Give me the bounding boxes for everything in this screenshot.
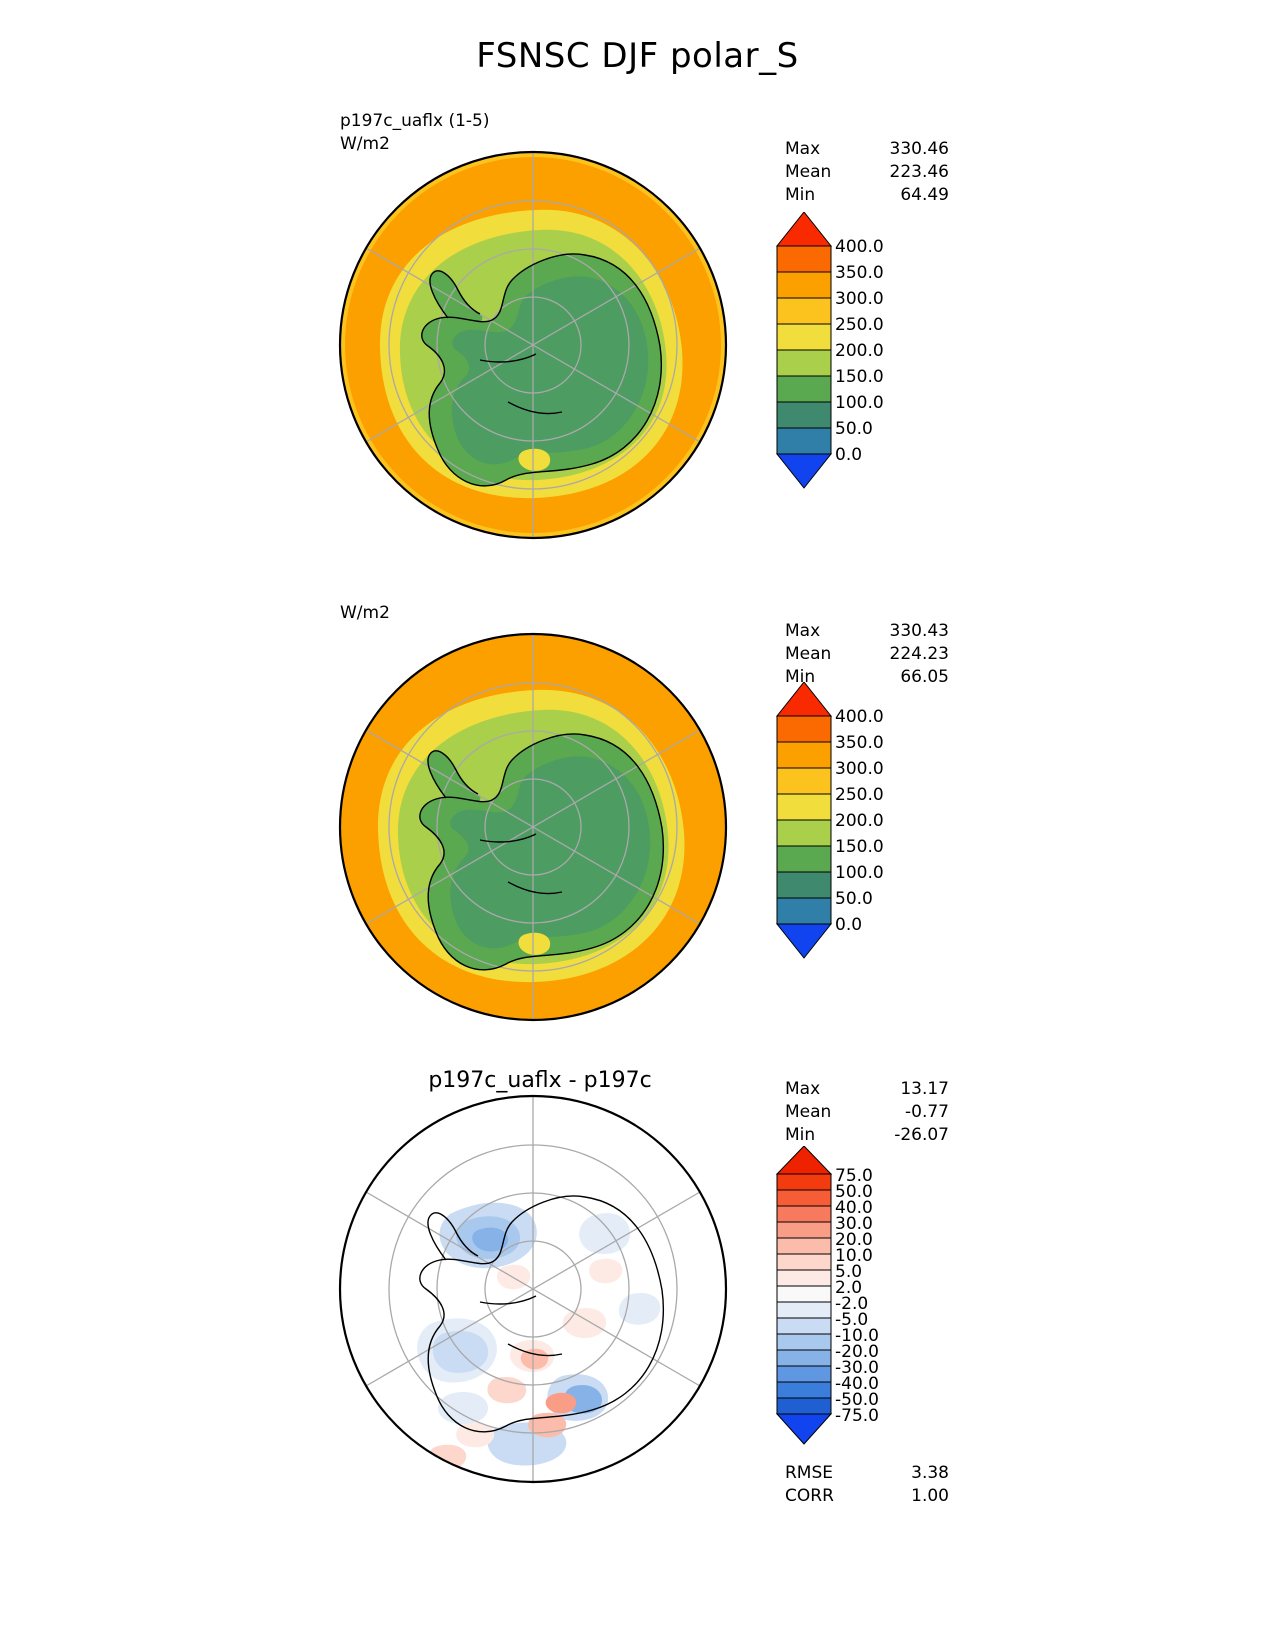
polar-map-middle: [330, 632, 750, 1032]
colorbar-top: [775, 212, 995, 490]
stat-key: Min: [785, 1125, 816, 1145]
colorbar-label: 300.0: [835, 289, 884, 309]
colorbar-label: 50.0: [835, 419, 873, 439]
panel-middle-label-line1: W/m2: [340, 603, 390, 623]
panel-diff-stats: [785, 1078, 949, 1147]
stat-row: [785, 643, 949, 666]
colorbar-label: 250.0: [835, 785, 884, 805]
colorbar-label: 300.0: [835, 759, 884, 779]
panel-diff-footer-stats: [785, 1462, 949, 1508]
colorbar-label: 100.0: [835, 863, 884, 883]
colorbar-label: 0.0: [835, 915, 863, 935]
stat-key: Mean: [785, 644, 832, 664]
colorbar-label: 20.0: [835, 1230, 873, 1250]
colorbar-label: -10.0: [835, 1326, 879, 1346]
stat-row: [785, 1078, 949, 1101]
stat-value: 224.23: [889, 644, 949, 664]
colorbar-middle: [775, 682, 995, 960]
colorbar-label: -2.0: [835, 1294, 869, 1314]
stat-key: CORR: [785, 1486, 834, 1506]
stat-value: 223.46: [889, 162, 949, 182]
stat-key: Min: [785, 185, 816, 205]
colorbar-label: -5.0: [835, 1310, 869, 1330]
stat-row: [785, 1462, 949, 1485]
polar-map-diff: [330, 1094, 750, 1494]
colorbar-label: -50.0: [835, 1390, 879, 1410]
stat-row: [785, 184, 949, 207]
stat-row: [785, 1101, 949, 1124]
stat-row: [785, 1124, 949, 1147]
colorbar-label: 400.0: [835, 237, 884, 257]
stat-value: 13.17: [900, 1079, 949, 1099]
colorbar-diff: [775, 1146, 995, 1446]
stat-key: Mean: [785, 162, 832, 182]
colorbar-label: 150.0: [835, 837, 884, 857]
panel-middle: [0, 560, 1275, 1050]
stat-key: Max: [785, 621, 821, 641]
stat-row: [785, 1485, 949, 1508]
colorbar-label: 2.0: [835, 1278, 863, 1298]
panel-diff: [0, 1050, 1275, 1650]
panel-top-label-line2: W/m2: [340, 134, 390, 154]
colorbar-label: 350.0: [835, 733, 884, 753]
stat-key: RMSE: [785, 1463, 834, 1483]
stat-row: [785, 620, 949, 643]
stat-row: [785, 161, 949, 184]
stat-key: Max: [785, 139, 821, 159]
stat-value: 330.43: [889, 621, 949, 641]
colorbar-label: 30.0: [835, 1214, 873, 1234]
stat-value: 64.49: [900, 185, 949, 205]
stat-value: -26.07: [894, 1125, 949, 1145]
stat-key: Mean: [785, 1102, 832, 1122]
colorbar-label: -30.0: [835, 1358, 879, 1378]
colorbar-label: -75.0: [835, 1406, 879, 1426]
stat-value: -0.77: [905, 1102, 949, 1122]
panel-top-label-line1: p197c_uaflx (1-5): [340, 111, 490, 131]
stat-row: [785, 138, 949, 161]
colorbar-label: 200.0: [835, 811, 884, 831]
colorbar-label: -40.0: [835, 1374, 879, 1394]
colorbar-label: 50.0: [835, 1182, 873, 1202]
stat-key: Max: [785, 1079, 821, 1099]
panel-top: [0, 0, 1275, 560]
colorbar-label: 75.0: [835, 1166, 873, 1186]
stat-key: Min: [785, 667, 816, 687]
panel-middle-stats: [785, 620, 949, 689]
polar-map-top: [330, 150, 750, 550]
colorbar-label: -20.0: [835, 1342, 879, 1362]
colorbar-label: 50.0: [835, 889, 873, 909]
panel-top-stats: [785, 138, 949, 207]
colorbar-label: 5.0: [835, 1262, 863, 1282]
panel-diff-title: p197c_uaflx - p197c: [428, 1068, 652, 1093]
colorbar-label: 40.0: [835, 1198, 873, 1218]
colorbar-label: 250.0: [835, 315, 884, 335]
colorbar-label: 150.0: [835, 367, 884, 387]
colorbar-label: 200.0: [835, 341, 884, 361]
stat-value: 330.46: [889, 139, 949, 159]
stat-value: 66.05: [900, 667, 949, 687]
stat-value: 3.38: [911, 1463, 949, 1483]
colorbar-label: 350.0: [835, 263, 884, 283]
colorbar-label: 0.0: [835, 445, 863, 465]
colorbar-label: 100.0: [835, 393, 884, 413]
stat-value: 1.00: [911, 1486, 949, 1506]
colorbar-label: 400.0: [835, 707, 884, 727]
page-title: FSNSC DJF polar_S: [476, 36, 799, 76]
colorbar-label: 10.0: [835, 1246, 873, 1266]
